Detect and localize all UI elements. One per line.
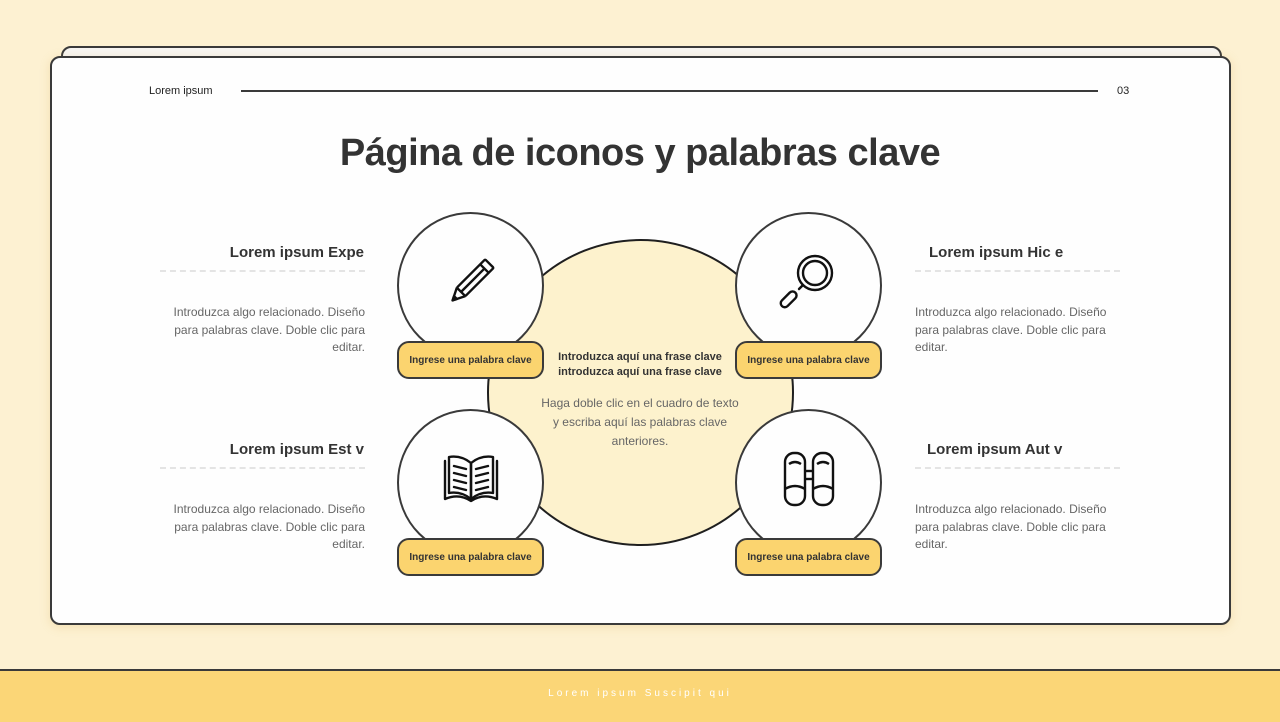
- section-text-2[interactable]: Introduzca algo relacionado. Diseño para palabras clave. Doble clic para editar.: [915, 305, 1107, 354]
- section-title-4[interactable]: Lorem ipsum Aut v: [927, 441, 1063, 458]
- pencil-icon: [441, 252, 501, 312]
- keyword-pill-1[interactable]: Ingrese una palabra clave: [397, 341, 544, 379]
- center-heading-line1: Introduzca aquí una frase clave: [558, 351, 722, 363]
- section-title-1[interactable]: Lorem ipsum Expe: [229, 244, 364, 261]
- keyword-circle-1: [397, 212, 544, 359]
- center-heading-line2: introduzca aquí una frase clave: [558, 366, 722, 378]
- section-divider-3: [160, 467, 365, 469]
- keyword-circle-2: [735, 212, 882, 359]
- section-text-1[interactable]: Introduzca algo relacionado. Diseño para palabras clave. Doble clic para editar.: [173, 305, 365, 354]
- section-divider-1: [160, 270, 365, 272]
- page-number: 03: [1117, 85, 1130, 97]
- header-divider: [241, 90, 1098, 92]
- header-label: Lorem ipsum: [149, 85, 213, 97]
- section-divider-2: [915, 270, 1120, 272]
- keyword-pill-3[interactable]: Ingrese una palabra clave: [397, 538, 544, 576]
- binoculars-icon: [779, 449, 839, 509]
- book-icon: [441, 449, 501, 509]
- center-text-block[interactable]: [540, 350, 740, 451]
- center-body: Haga doble clic en el cuadro de texto y escriba aquí las palabras clave anteriores.: [541, 396, 739, 448]
- section-divider-4: [915, 467, 1120, 469]
- page-title[interactable]: Página de iconos y palabras clave: [339, 132, 941, 174]
- keyword-pill-4[interactable]: Ingrese una palabra clave: [735, 538, 882, 576]
- section-title-2[interactable]: Lorem ipsum Hic e: [929, 244, 1064, 261]
- section-text-4[interactable]: Introduzca algo relacionado. Diseño para palabras clave. Doble clic para editar.: [915, 502, 1107, 551]
- footer-text: Lorem ipsum Suscipit qui: [548, 688, 732, 699]
- keyword-pill-2[interactable]: Ingrese una palabra clave: [735, 341, 882, 379]
- section-text-3[interactable]: Introduzca algo relacionado. Diseño para palabras clave. Doble clic para editar.: [173, 502, 365, 551]
- keyword-circle-4: [735, 409, 882, 556]
- keyword-circle-3: [397, 409, 544, 556]
- magnifier-icon: [779, 252, 839, 312]
- section-title-3[interactable]: Lorem ipsum Est v: [229, 441, 364, 458]
